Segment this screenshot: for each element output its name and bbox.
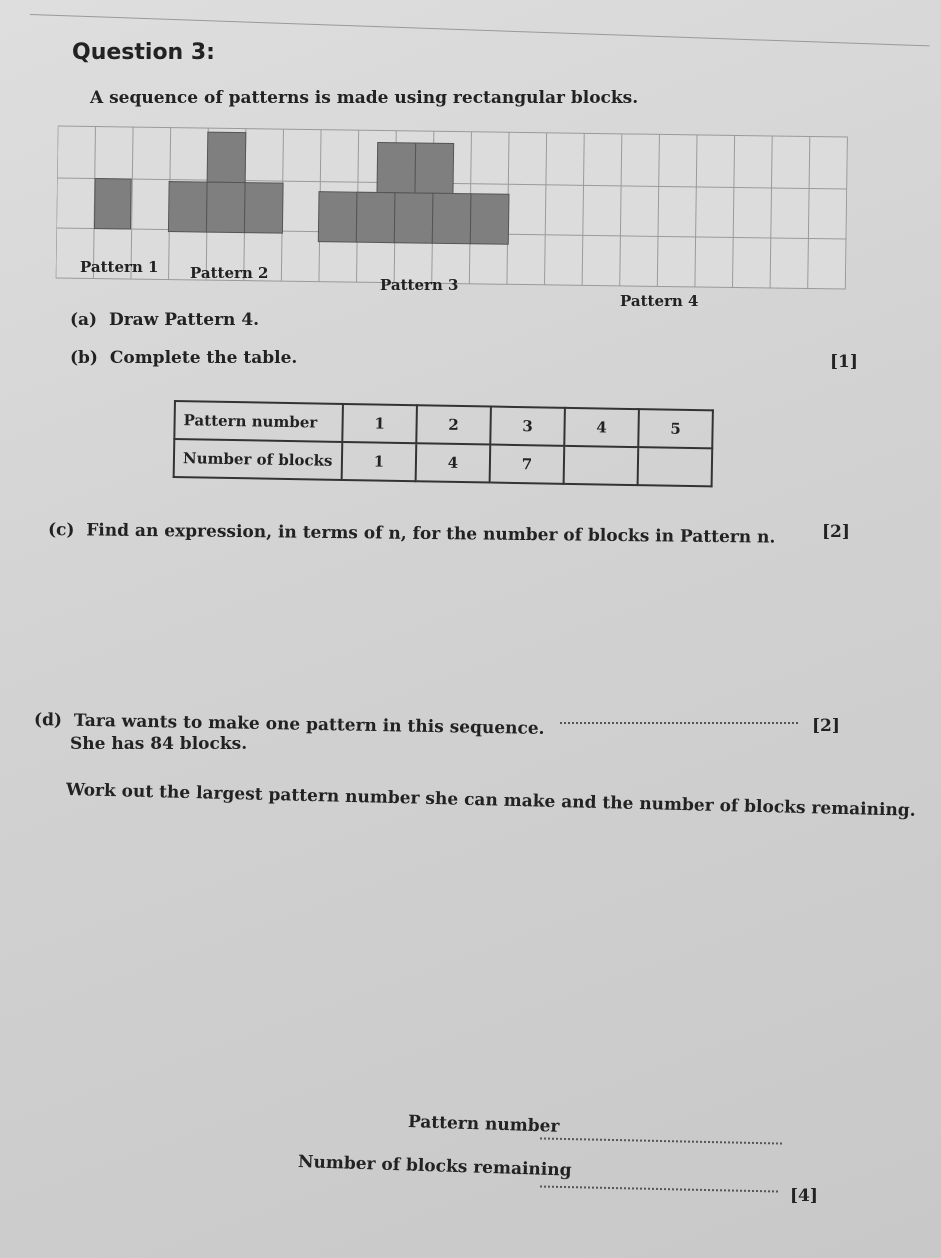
- pattern-grid: [56, 118, 848, 295]
- answer-cell[interactable]: [564, 446, 639, 485]
- pattern-3-block: [470, 194, 509, 245]
- pattern-3-block: [356, 192, 395, 243]
- part-b-marks: [2]: [822, 522, 850, 542]
- part-d-label: (d): [33, 710, 63, 731]
- part-b-label: (b): [70, 348, 98, 368]
- part-d-instruction: Work out the largest pattern number she can make and the number of blocks remaining.: [65, 780, 916, 821]
- pattern-number-answer-line[interactable]: [540, 1137, 782, 1144]
- question-intro: A sequence of patterns is made using rectangular blocks.: [90, 88, 639, 108]
- part-c-label: (c): [47, 520, 75, 541]
- part-d-text: Tara wants to make one pattern in this sequence.: [73, 710, 545, 739]
- part-c: [48, 520, 776, 548]
- part-d-line2: She has 84 blocks.: [70, 734, 248, 754]
- part-c-answer-line[interactable]: [560, 722, 798, 724]
- pattern-3-label: Pattern 3: [380, 276, 459, 294]
- part-c-marks: [2]: [812, 716, 840, 736]
- table-row: [174, 439, 713, 486]
- question-title: Question 3:: [72, 40, 215, 65]
- table-cell: 7: [490, 445, 565, 484]
- pattern-3-block: [377, 142, 416, 193]
- pattern-3-block: [415, 143, 454, 194]
- pattern-3-block: [318, 192, 357, 243]
- table-cell: 5: [638, 409, 713, 448]
- part-b-text: Complete the table.: [109, 348, 298, 368]
- pattern-1-block: [94, 179, 131, 229]
- part-c-text: Find an expression, in terms of n, for the number of blocks in Pattern n.: [86, 520, 776, 548]
- pattern-2-label: Pattern 2: [190, 264, 269, 282]
- table-cell: 4: [416, 443, 491, 482]
- table-cell: 1: [342, 442, 417, 481]
- pattern-2-block: [207, 132, 246, 183]
- part-b: [70, 348, 297, 368]
- table-cell: 4: [564, 408, 639, 447]
- pattern-3-block: [432, 193, 471, 244]
- part-a-label: (a): [70, 310, 98, 330]
- pattern-2-block: [244, 183, 283, 234]
- pattern-table: [173, 400, 714, 487]
- blocks-remaining-label: Number of blocks remaining: [297, 1152, 572, 1181]
- part-a-text: Draw Pattern 4.: [108, 310, 260, 330]
- pattern-2-block: [168, 182, 207, 233]
- pattern-number-label: Pattern number: [407, 1112, 560, 1137]
- pattern-4-label: Pattern 4: [620, 292, 699, 310]
- pattern-2-block: [206, 182, 245, 233]
- table-row-header: Number of blocks: [174, 439, 343, 480]
- table-row-header: Pattern number: [174, 401, 343, 442]
- part-d-marks: [4]: [790, 1186, 818, 1206]
- table-cell: 1: [342, 404, 417, 443]
- part-a-marks: [1]: [830, 352, 858, 372]
- table-cell: 2: [416, 405, 491, 444]
- part-a: [70, 310, 259, 330]
- answer-cell[interactable]: [638, 447, 713, 486]
- table-cell: 3: [490, 407, 565, 446]
- pattern-1-label: Pattern 1: [80, 258, 159, 276]
- pattern-3-block: [394, 193, 433, 244]
- blocks-remaining-answer-line[interactable]: [540, 1186, 778, 1193]
